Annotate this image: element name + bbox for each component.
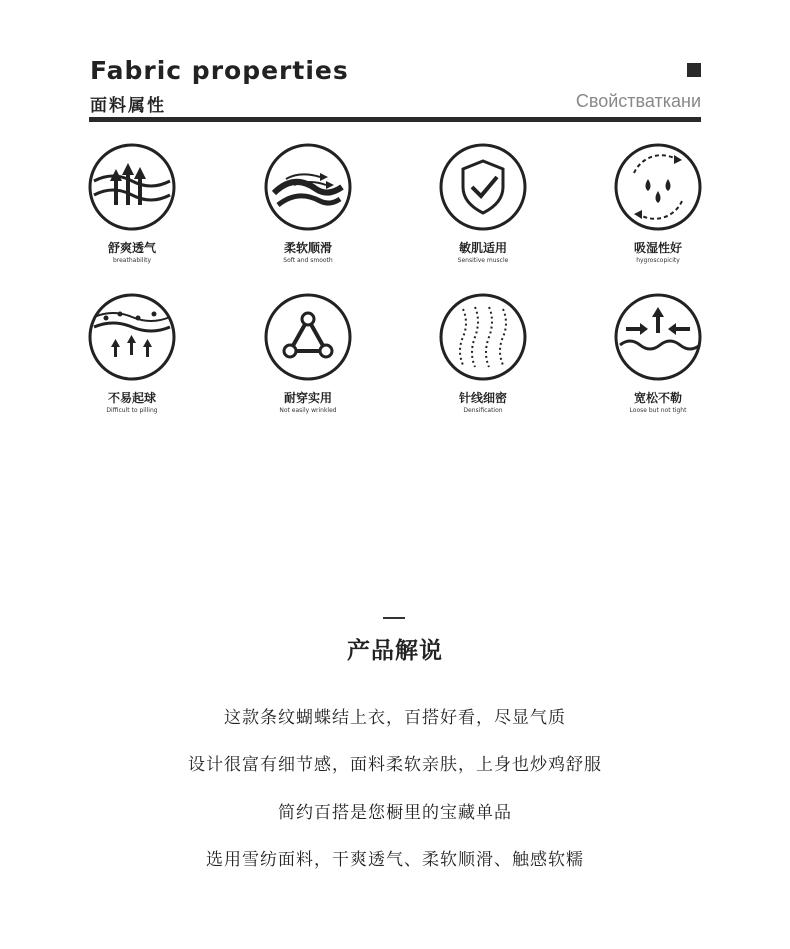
anti-pilling-icon [88,293,176,381]
feature-hygroscopicity [583,143,733,265]
description-line: 这款条纹蝴蝶结上衣，百搭好看，尽显气质 [224,708,566,728]
title-chinese: 面料属性 [90,96,166,116]
feature-label-cn: 宽松不勒 [633,391,682,405]
triangle-icon [264,293,352,381]
arrows-wave-icon [614,293,702,381]
section-title: 产品解说 [347,638,443,664]
water-drops-icon [614,143,702,231]
feature-label-en: hygroscopicity [636,257,680,264]
description-line: 选用雪纺面料，干爽透气、柔软顺滑、触感软糯 [206,850,584,870]
soft-wind-icon [264,143,352,231]
title-english: Fabric properties [90,56,349,85]
feature-dense-stitching [408,293,558,415]
feature-label-cn: 柔软顺滑 [283,241,332,255]
feature-anti-pilling [57,293,207,415]
description-line: 设计很富有细节感，面料柔软亲肤，上身也炒鸡舒服 [188,755,602,775]
feature-loose-fit [583,293,733,415]
feature-label-cn: 吸湿性好 [633,241,682,255]
feature-sensitive-skin [408,143,558,265]
feature-durable [233,293,383,415]
feature-label-en: Densification [463,407,503,414]
feature-label-en: breathability [112,257,152,264]
feature-label-cn: 敏肌适用 [458,241,507,255]
feature-label-en: Difficult to pilling [106,407,158,414]
feature-label-cn: 舒爽透气 [107,241,156,255]
feature-label-cn: 不易起球 [107,391,156,405]
section-dash [383,617,405,619]
feature-label-en: Sensitive muscle [457,257,509,264]
feature-soft-smooth [233,143,383,265]
shield-check-icon [439,143,527,231]
description-line: 简约百搭是您橱里的宝藏单品 [278,803,512,823]
feature-label-en: Not easily wrinkled [279,407,337,414]
feature-label-en: Soft and smooth [283,257,333,264]
breathability-icon [88,143,176,231]
header-divider [89,117,701,122]
feature-label-cn: 针线细密 [458,391,507,405]
feature-label-en: Loose but not tight [629,407,687,414]
dense-stitch-icon [439,293,527,381]
title-russian: Свойстваткани [575,91,701,111]
header-square-mark [687,63,701,77]
feature-label-cn: 耐穿实用 [283,391,332,405]
feature-breathability [57,143,207,265]
